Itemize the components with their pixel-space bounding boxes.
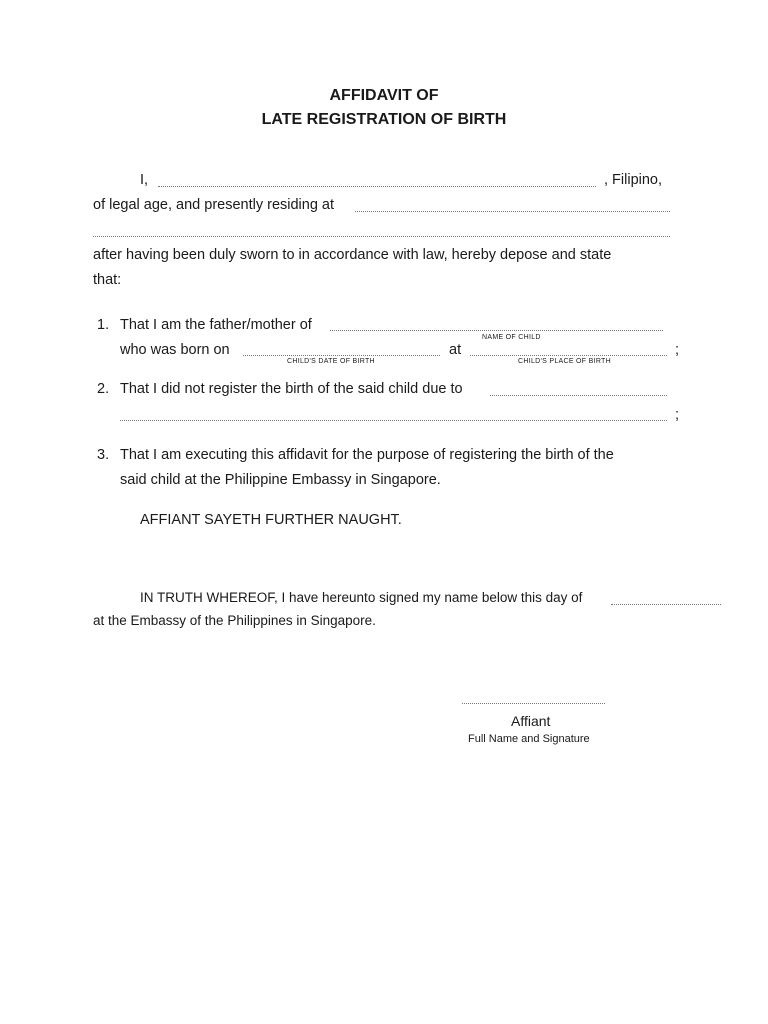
- signature-blank-line[interactable]: [462, 703, 605, 704]
- intro-filipino: , Filipino,: [604, 172, 663, 188]
- item2-semicolon: ;: [675, 407, 680, 423]
- day-blank-line[interactable]: [611, 604, 721, 605]
- name-of-child-caption: NAME OF CHILD: [482, 334, 541, 341]
- item1-semicolon: ;: [675, 342, 680, 358]
- document-title-line2: LATE REGISTRATION OF BIRTH: [261, 111, 507, 128]
- document-title-line1: AFFIDAVIT OF: [329, 87, 439, 104]
- intro-i: I,: [140, 172, 149, 188]
- truth-line1: IN TRUTH WHEREOF, I have hereunto signed my name below this day of: [140, 590, 583, 605]
- intro-sworn: after having been duly sworn to in accordance with law, hereby depose and state: [93, 247, 612, 263]
- intro-that: that:: [93, 272, 122, 288]
- item2-text: That I did not register the birth of the said child due to: [120, 381, 463, 397]
- name-blank-line[interactable]: [158, 186, 596, 187]
- place-of-birth-caption: CHILD'S PLACE OF BIRTH: [518, 358, 611, 365]
- truth-line2: at the Embassy of the Philippines in Singapore.: [93, 613, 376, 628]
- item3-line1: That I am executing this affidavit for the purpose of registering the birth of the: [120, 447, 614, 463]
- item3-line2: said child at the Philippine Embassy in Singapore.: [120, 472, 441, 488]
- reason-blank-line-1[interactable]: [490, 395, 667, 396]
- child-name-blank-line[interactable]: [330, 330, 663, 331]
- date-of-birth-caption: CHILD'S DATE OF BIRTH: [287, 358, 375, 365]
- item1-text: That I am the father/mother of: [120, 317, 312, 333]
- residence-blank-line-1[interactable]: [355, 211, 670, 212]
- item3-number: 3.: [97, 447, 110, 463]
- item1-number: 1.: [97, 317, 110, 333]
- reason-blank-line-2[interactable]: [120, 420, 667, 421]
- residence-blank-line-2[interactable]: [93, 236, 670, 237]
- signature-caption: Full Name and Signature: [468, 733, 590, 745]
- item1-at: at: [449, 342, 462, 358]
- date-of-birth-blank-line[interactable]: [243, 355, 440, 356]
- intro-legal-age: of legal age, and presently residing at: [93, 197, 335, 213]
- item2-number: 2.: [97, 381, 110, 397]
- item1-born-on: who was born on: [120, 342, 230, 358]
- affiant-label: Affiant: [511, 713, 551, 729]
- affiant-sayeth-naught: AFFIANT SAYETH FURTHER NAUGHT.: [140, 512, 402, 528]
- place-of-birth-blank-line[interactable]: [470, 355, 667, 356]
